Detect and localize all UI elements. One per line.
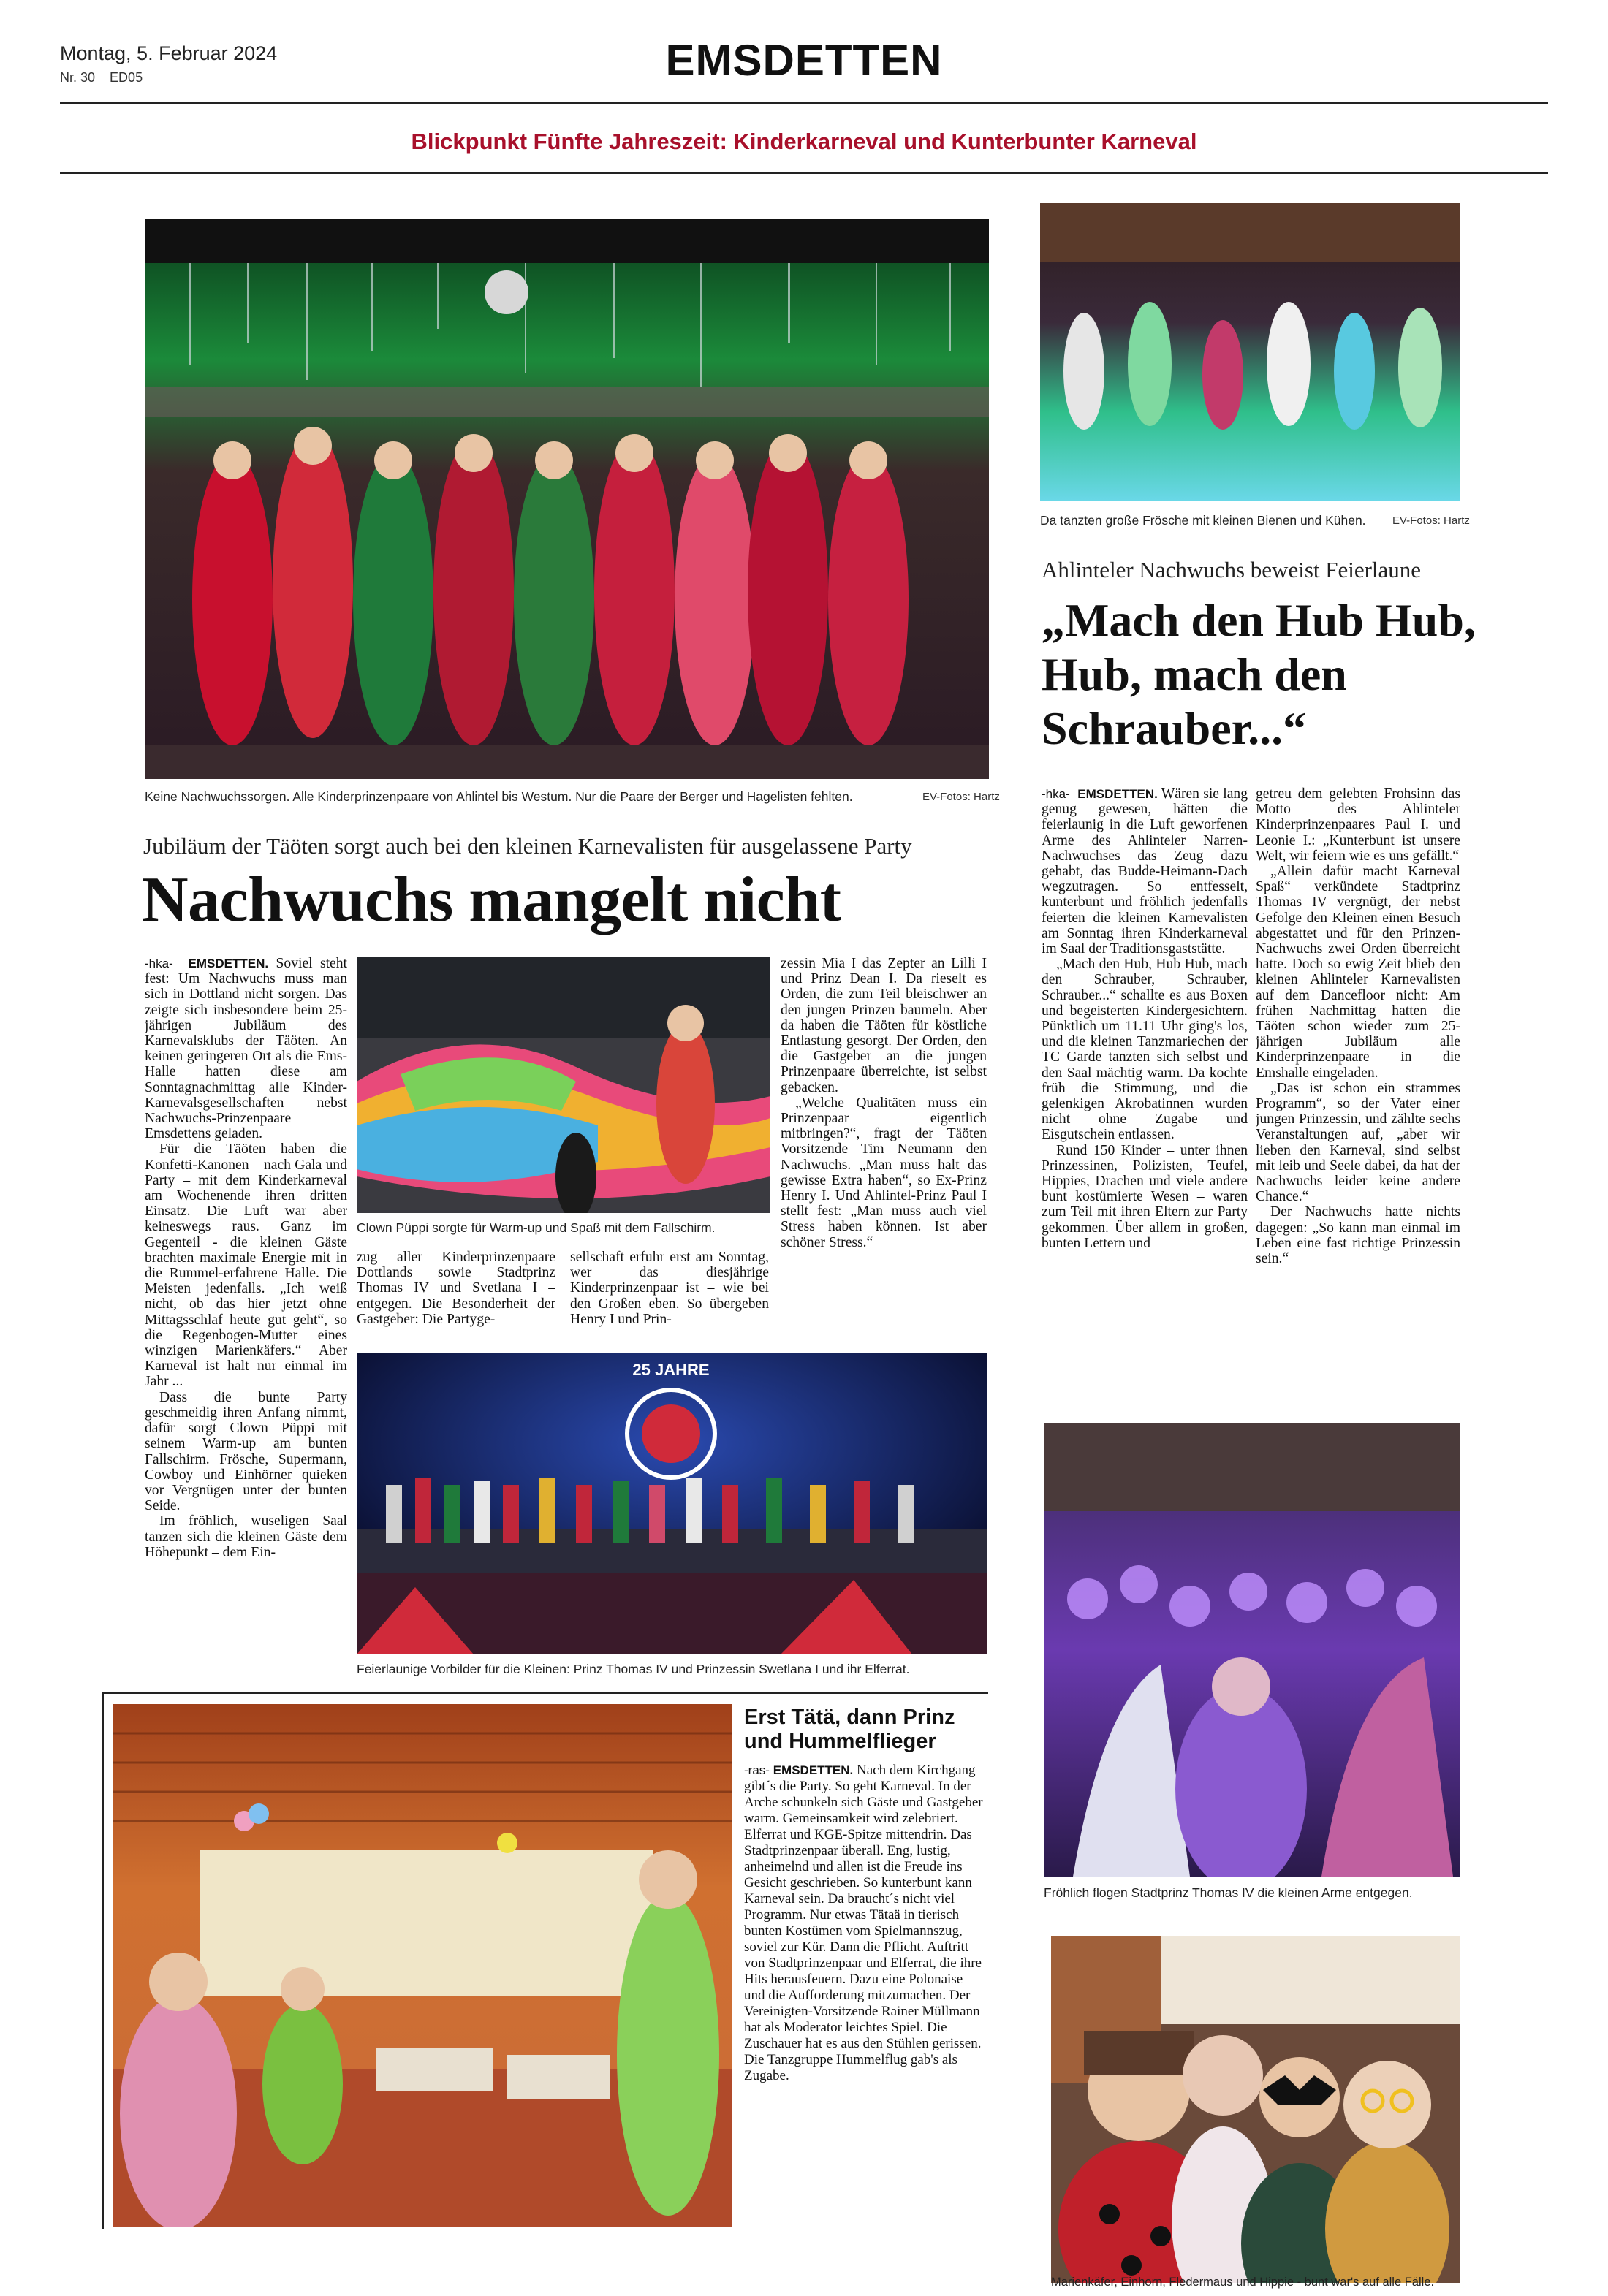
- article2-kicker: Ahlinteler Nachwuchs beweist Feierlaune: [1042, 557, 1422, 582]
- paragraph: Soviel steht fest: Um Nachwuchs muss man sich in Dottland nicht sorgen. Das zeigte sich insbesondere beim 25-jährigen Jubiläum des Karnevalsklubs der Täöten. An keinen geringeren Ort als die Ems-Halle hatten diese am Sonntagnachmittag alle Kinder-Karnevalsgesellschaften nebst Nachwuchs-Prinzenpaare Emsdettens geladen.: [145, 956, 347, 1142]
- paragraph: getreu dem gelebten Frohsinn das Motto des Ahlinteler Kinderprinzenpaares Paul I. und Leonie I.: „Kunterbunt ist unsere Welt, wir feiern wie es uns gefällt.“: [1256, 786, 1460, 864]
- dateline: EMSDETTEN.: [773, 1763, 854, 1777]
- box-left-rule: [102, 1692, 104, 2229]
- box-top-rule: [102, 1692, 988, 1694]
- author-tag: -ras-: [744, 1763, 770, 1777]
- caption-stage: Feierlaunige Vorbilder für die Kleinen: Prinz Thomas IV und Prinzessin Swetlana I und ihr Elferrat.: [357, 1662, 910, 1676]
- article3-headline: Erst Tätä, dann Prinz und Hummelflieger: [744, 1706, 955, 1753]
- photo-costumed-kids: [1051, 1936, 1460, 2283]
- article1-column-1: [145, 956, 347, 1679]
- issue-date: Montag, 5. Februar 2024: [60, 42, 278, 64]
- photo-clown-parachute: [357, 957, 770, 1213]
- caption-main: Keine Nachwuchssorgen. Alle Kinderprinzenpaare von Ahlintel bis Westum. Nur die Paare der Berger und Hagelisten fehlten.: [145, 789, 853, 804]
- paragraph: Der Nachwuchs hatte nichts dagegen: „So kann man einmal im Leben eine fast richtige Prinzessin sein.“: [1256, 1204, 1460, 1267]
- photo-stage-elferrat: [357, 1353, 987, 1654]
- issue-nr: Nr. 30: [60, 70, 96, 85]
- dateline: EMSDETTEN.: [188, 957, 269, 970]
- paragraph: Dass die bunte Party geschmeidig ihren Anfang nimmt, dafür sorgt Clown Püppi mit seinem Warm-up am bunten Fallschirm. Frösche, Supermann, Cowboy und Einhörner quieken vor Vergnügen unter der bunten Seide.: [145, 1389, 347, 1514]
- paragraph: Im fröhlich, wuseligen Saal tanzen sich die kleinen Gäste dem Höhepunkt – dem Ein-: [145, 1513, 347, 1560]
- caption-topright: Da tanzten große Frösche mit kleinen Bienen und Kühen.: [1040, 513, 1366, 528]
- paragraph: Für die Täöten haben die Konfetti-Kanonen – nach Gala und Party – mit dem Kinderkarneval am Wochenende ihren dritten Einsatz. Die Luft war aber keineswegs raus. Ganz im Gegenteil - die kleinen Gäste brachten maximale Energie mit in die Rummel-erfahrene Halle. Die Meisten jedenfalls. „Ich weiß nicht, ob das hier jetzt ohne Mittagsschlaf heute gut geht“, so die Regenbogen-Mutter eines winzigen Marienkäfers.“ Aber Karneval ist halt nur einmal im Jahr ...: [145, 1141, 347, 1390]
- header-rule: [60, 102, 1548, 104]
- credit-main: EV-Fotos: Hartz: [922, 791, 1000, 803]
- paragraph: „Das ist schon ein strammes Programm“, so der Vater einer jungen Prinzessin, und zählte sechs Veranstaltungen auf, „aber wir lieben den Karneval, sind selbst mit leib und Seele dabei, da hat der Nachwuchs leider keine andere Chance.“: [1256, 1080, 1460, 1205]
- author-tag: -hka-: [145, 957, 173, 970]
- photo-arche-party: [113, 1704, 732, 2227]
- edition-code: ED05: [110, 70, 143, 85]
- article1-column-2: [357, 1250, 555, 1345]
- article2-column-1: [1042, 786, 1248, 1393]
- author-tag: -hka-: [1042, 787, 1070, 801]
- paragraph: Wären sie lang genug gewesen, hätten die feierlaunig in die Luft geworfenen Arme des Ahlinteler Narren-Nachwuchses das Zeug dazu gehabt, das Budde-Heimann-Dach wegzutragen. So entfesselt, kunterbunt und fröhlich jedenfalls feierten die kleinen Karnevalisten am Sonntag ihren Kinderkarneval im Saal der Traditionsgaststätte.: [1042, 786, 1248, 957]
- paragraph: „Allein dafür macht Karneval Spaß“ verkündete Stadtprinz Thomas IV vergnügt, der nebst Gefolge den Kleinen einen Besuch abgestattet und für den Prinzen-Nachwuchs zwei Orden überreicht hatte. Doch so ewig Zeit blieb den kleinen Ahlinteler Karnevalisten auf dem Dancefloor nicht: Am frühen Nachmittag hatten die Täöten schon wieder zum 25-jährigen Jubiläum alle Kinderprinzenpaare in die Emshalle eingeladen.: [1256, 864, 1460, 1081]
- paragraph: „Welche Qualitäten muss ein Prinzenpaar eigentlich mitbringen?“, fragt der Täöten Vorsitzende Tim Neumann den Nachwuchs. „Man muss halt das gewisse Extra haben“, so Ex-Prinz Henry I. Und Ahlintel-Prinz Paul I stellt fest: „Man muss auch viel Stress haben können. Ist aber schöner Stress.“: [781, 1095, 987, 1250]
- paragraph: Nach dem Kirchgang gibt´s die Party. So geht Karneval. In der Arche schunkeln sich Gäste und Gastgeber warm. Gemeinsamkeit wird zelebriert. Elferrat und KGE-Spitze mittendrin. Das Stadtprinzenpaar überall. Eng, lustig, anheimelnd und allen ist die Freude ins Gesicht geschrieben. So kunterbunt kann Karneval sein. Da braucht´s nicht viel Programm. Nur etwas Tätaä in tierisch bunten Kostümen vom Spielmannszug, soviel zur Kür. Dann die Pflicht. Auftritt von Stadtprinzenpaar und Elferrat, die ihre Hits herausfeuern. Dazu eine Polonaise und die Aufforderung mitzumachen. Der Vereinigten-Vorsitzende Rainer Müllmann hat als Moderator leichtes Spiel. Die Zuschauer hat es aus den Stühlen gerissen. Die Tanzgruppe Hummelflug gab's als Zugabe.: [744, 1763, 983, 2083]
- article1-kicker: Jubiläum der Täöten sorgt auch bei den kleinen Karnevalisten für ausgelassene Party: [143, 833, 912, 859]
- photo-main-princes: [145, 219, 989, 779]
- credit-topright: EV-Fotos: Hartz: [1392, 514, 1470, 527]
- article1-headline: Nachwuchs mangelt nicht: [142, 864, 841, 935]
- caption-kids: Marienkäfer, Einhorn, Fledermaus und Hippie - bunt war's auf alle Fälle.: [1051, 2276, 1435, 2289]
- paragraph: zessin Mia I das Zepter an Lilli I und Prinz Dean I. Da rieselt es Orden, die zum Teil bleischwer an den jungen Prinzen baumeln. Aber da haben die Täöten für köstliche Entlastung gesorgt. Der Orden, den die Gastgeber an die jungen Prinzenpaare überreichte, ist selbst gebacken.: [781, 956, 987, 1095]
- article1-column-2b: [570, 1250, 769, 1345]
- stage-banner: 25 JAHRE: [632, 1361, 710, 1379]
- paragraph: Rund 150 Kinder – unter ihnen Prinzessinen, Polizisten, Teufel, Hippies, Drachen und viele andere bunt kostümierte Wesen – waren zum Teil mit ihren Eltern zur Party gekommen. Über allem in großen, bunten Lettern und: [1042, 1142, 1248, 1251]
- paragraph: zug aller Kinderprinzenpaare Dottlands sowie Stadtprinz Thomas IV und Svetlana I – entgegen. Die Besonderheit der Gastgeber: Die Partyge-: [357, 1250, 555, 1327]
- article2-headline: „Mach den Hub Hub, Hub, mach den Schrauber...“: [1042, 594, 1476, 754]
- paragraph: „Mach den Hub, Hub Hub, mach den Schrauber, Schrauber, Schrauber...“ schallte es aus Boxen und begeisterten Kindergesichtern. Pünktlich um 11.11 Uhr ging's los, und die kleinen Tanzmariechen der TC Garde tanzten sich selbst und den Saal mächtig warm. Da kochte früh die Stimmung, und die gelenkigen Akrobatinnen wurden nicht ohne Zugabe und Eisgutschein entlassen.: [1042, 957, 1248, 1143]
- page-title: EMSDETTEN: [665, 36, 943, 85]
- section-title: Blickpunkt Fünfte Jahreszeit: Kinderkarneval und Kunterbunter Karneval: [411, 129, 1197, 154]
- photo-dance-prince: [1044, 1423, 1460, 1877]
- photo-dancing-frogs: [1040, 203, 1460, 501]
- caption-clown: Clown Püppi sorgte für Warm-up und Spaß mit dem Fallschirm.: [357, 1220, 716, 1235]
- dateline: EMSDETTEN.: [1077, 787, 1158, 801]
- article3-body: [744, 1763, 984, 2230]
- caption-dance: Fröhlich flogen Stadtprinz Thomas IV die kleinen Arme entgegen.: [1044, 1885, 1413, 1900]
- article1-column-3: [781, 956, 987, 1342]
- paragraph: sellschaft erfuhr erst am Sonntag, wer das diesjährige Kinderprinzenpaar ist – wie bei den Großen eben. So übergeben Henry I und Prin-: [570, 1250, 769, 1327]
- article2-column-2: [1256, 786, 1460, 1393]
- section-rule: [60, 172, 1548, 174]
